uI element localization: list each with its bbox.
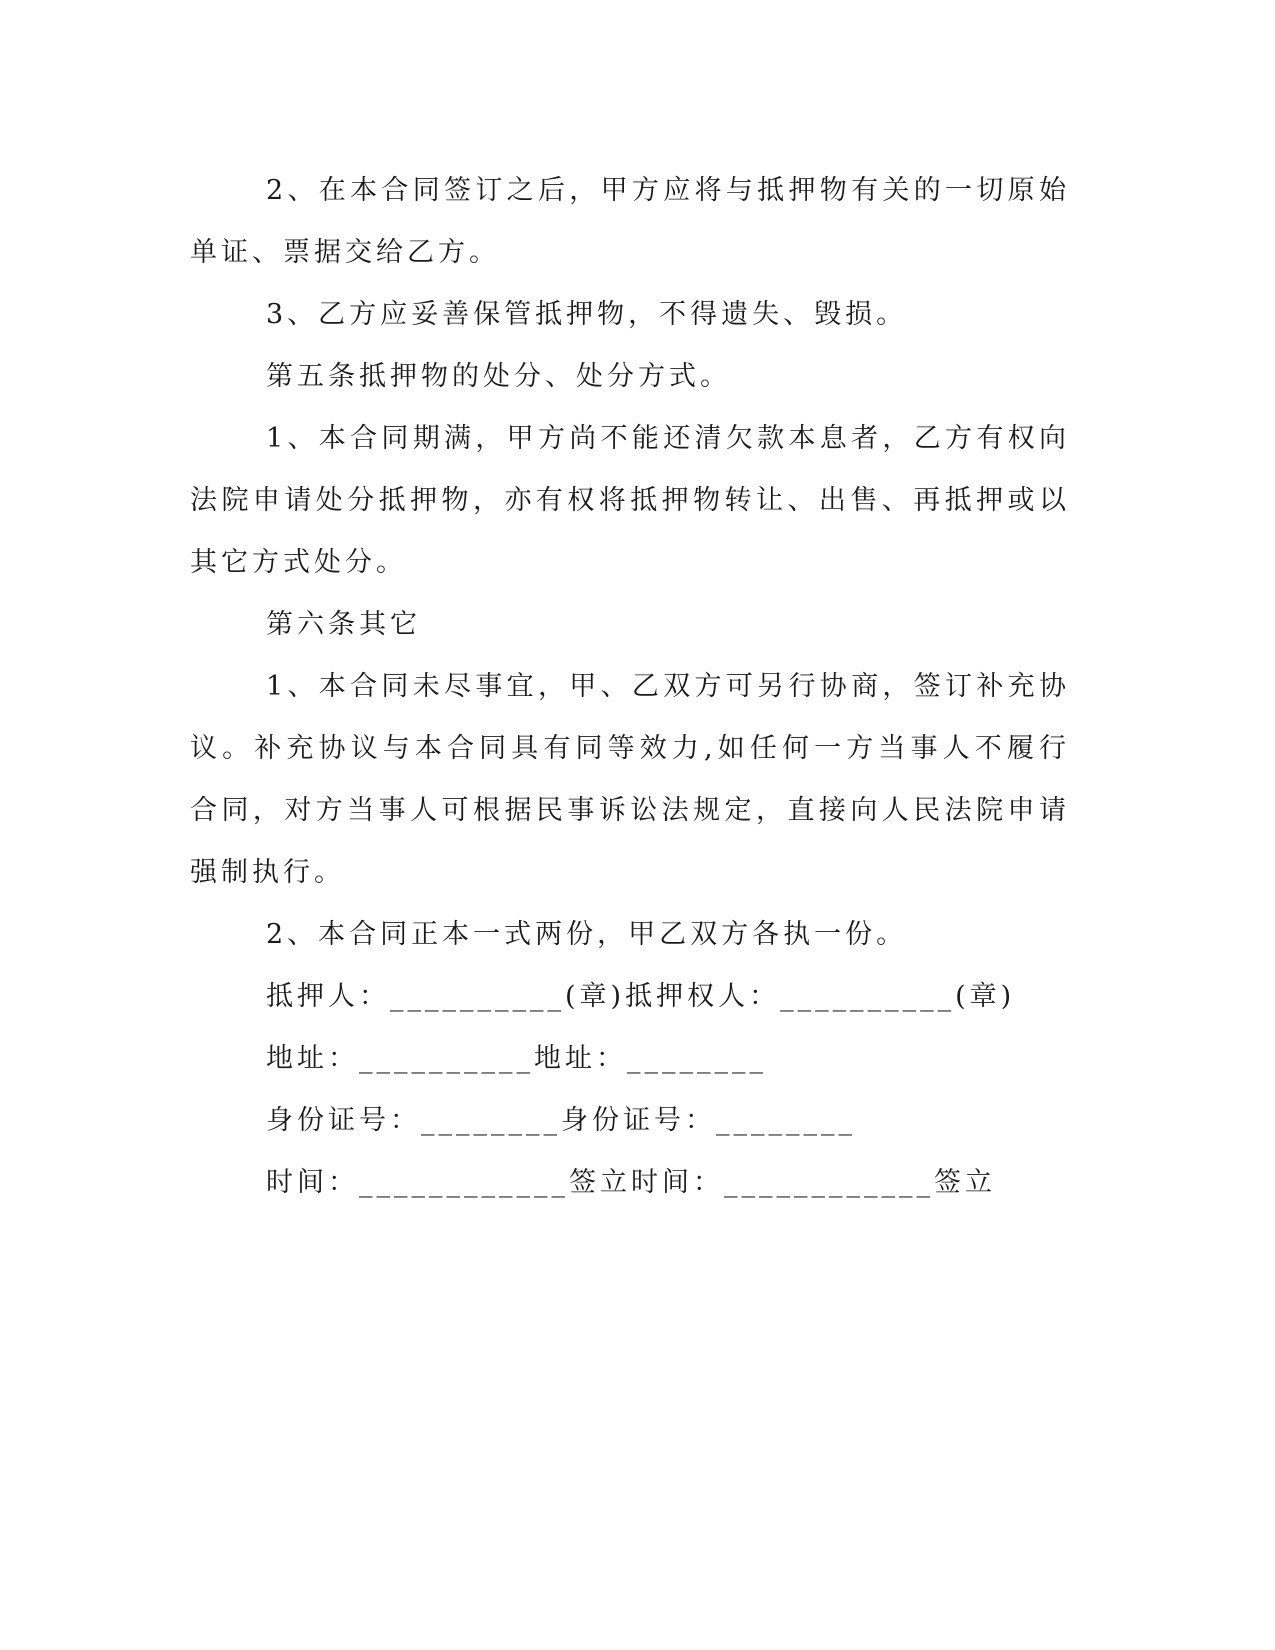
- clause-6-item-2: 2、本合同正本一式两份，甲乙双方各执一份。: [266, 919, 908, 950]
- signature-line-parties: 抵押人：__________(章)抵押权人：__________(章): [266, 981, 1016, 1012]
- document-body: [190, 160, 1070, 1214]
- clause-5-item-1: 1、本合同期满，甲方尚不能还清欠款本息者，乙方有权向法院申请处分抵押物，亦有权将抵押物转让、出售、再抵押或以其它方式处分。: [190, 423, 1070, 578]
- signature-line-address: 地址：__________地址：________: [266, 1043, 767, 1074]
- clause-6-item-1: 1、本合同未尽事宜，甲、乙双方可另行协商，签订补充协议。补充协议与本合同具有同等效力,如任何一方当事人不履行合同，对方当事人可根据民事诉讼法规定，直接向人民法院申请强制执行。: [190, 671, 1070, 888]
- clause-6-heading: 第六条其它: [266, 609, 421, 640]
- signature-line-date: 时间：____________签立时间：____________签立: [266, 1167, 996, 1198]
- clause-4-item-2: 2、在本合同签订之后，甲方应将与抵押物有关的一切原始单证、票据交给乙方。: [190, 175, 1070, 268]
- clause-5-heading: 第五条抵押物的处分、处分方式。: [266, 361, 731, 392]
- signature-line-id-number: 身份证号：________身份证号：________: [266, 1105, 856, 1136]
- clause-4-item-3: 3、乙方应妥善保管抵押物，不得遗失、毁损。: [266, 299, 908, 330]
